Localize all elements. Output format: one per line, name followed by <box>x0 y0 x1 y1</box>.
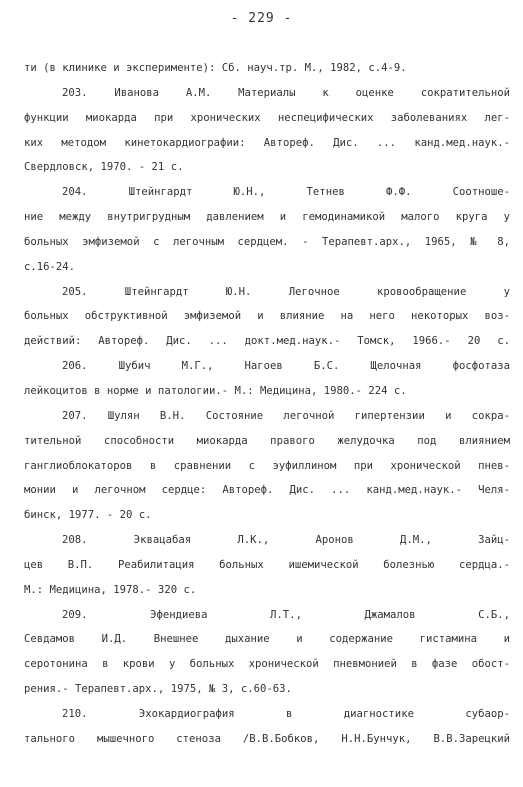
text-line: рения.- Терапевт.арх., 1975, № 3, с.60-63. <box>24 683 292 696</box>
text-line: бинск, 1977. - 20 с. <box>24 509 152 522</box>
text-line: больных обструктивной эмфиземой и влияние на него некоторых воз- <box>24 310 510 323</box>
text-line: 208. Эквацабая Л.К., Аронов Д.М., Зайц- <box>62 534 510 547</box>
text-line: 207. Шулян В.Н. Состояние легочной гипертензии и сокра- <box>62 409 510 422</box>
text-line: М.: Медицина, 1978.- 320 с. <box>24 583 197 596</box>
text-line: 204. Штейнгардт Ю.Н., Тетнев Ф.Ф. Соотноше- <box>62 186 510 199</box>
text-line: ние между внутригрудным давлением и гемодинамикой малого круга у <box>24 211 510 224</box>
text-body <box>24 56 510 752</box>
text-line: 205. Штейнгардт Ю.Н. Легочное кровообращение у <box>62 285 510 298</box>
text-line: тального мышечного стеноза /В.В.Бобков, Н.Н.Бунчук, В.В.Зарецкий <box>24 732 510 745</box>
text-line: больных эмфиземой с легочным сердцем. - Терапевт.арх., 1965, № 8, <box>24 235 510 248</box>
page-number: - 229 - <box>230 11 293 26</box>
text-line: 210. Эхокардиография в диагностике субаор- <box>62 707 510 720</box>
text-line: 209. Эфендиева Л.Т., Джамалов С.Б., <box>62 608 510 621</box>
text-line: Севдамов И.Д. Внешнее дыхание и содержание гистамина и <box>24 633 510 646</box>
text-line: функции миокарда при хронических неспецифических заболеваниях лег- <box>24 111 510 124</box>
text-line: действий: Автореф. Дис. ... докт.мед.наук.- Томск, 1966.- 20 с. <box>24 335 510 348</box>
text-line: тительной способности миокарда правого желудочка под влиянием <box>24 434 510 447</box>
text-line: ти (в клинике и эксперименте): Сб. науч.тр. М., 1982, с.4-9. <box>24 62 407 74</box>
text-line: цев В.П. Реабилитация больных ишемической болезнью сердца.- <box>24 558 510 571</box>
text-line: с.16-24. <box>24 260 76 273</box>
text-line: 206. Шубич М.Г., Нагоев Б.С. Щелочная фосфотаза <box>62 360 510 373</box>
text-line: лейкоцитов в норме и патологии.- М.: Медицина, 1980.- 224 с. <box>24 384 407 397</box>
text-line: 203. Иванова А.М. Материалы к оценке сократительной <box>62 86 510 99</box>
text-line: монии и легочном сердце: Автореф. Дис. ... канд.мед.наук.- Челя- <box>24 484 510 497</box>
text-line: ких методом кинетокардиографии: Автореф. Дис. ... канд.мед.наук.- <box>24 136 510 149</box>
text-line: серотонина в крови у больных хронической пневмонией в фазе обост- <box>24 658 510 671</box>
text-line: ганглиоблокаторов в сравнении с эуфиллином при хронической пнев- <box>24 459 510 472</box>
text-line: Свердловск, 1970. - 21 с. <box>24 161 184 174</box>
